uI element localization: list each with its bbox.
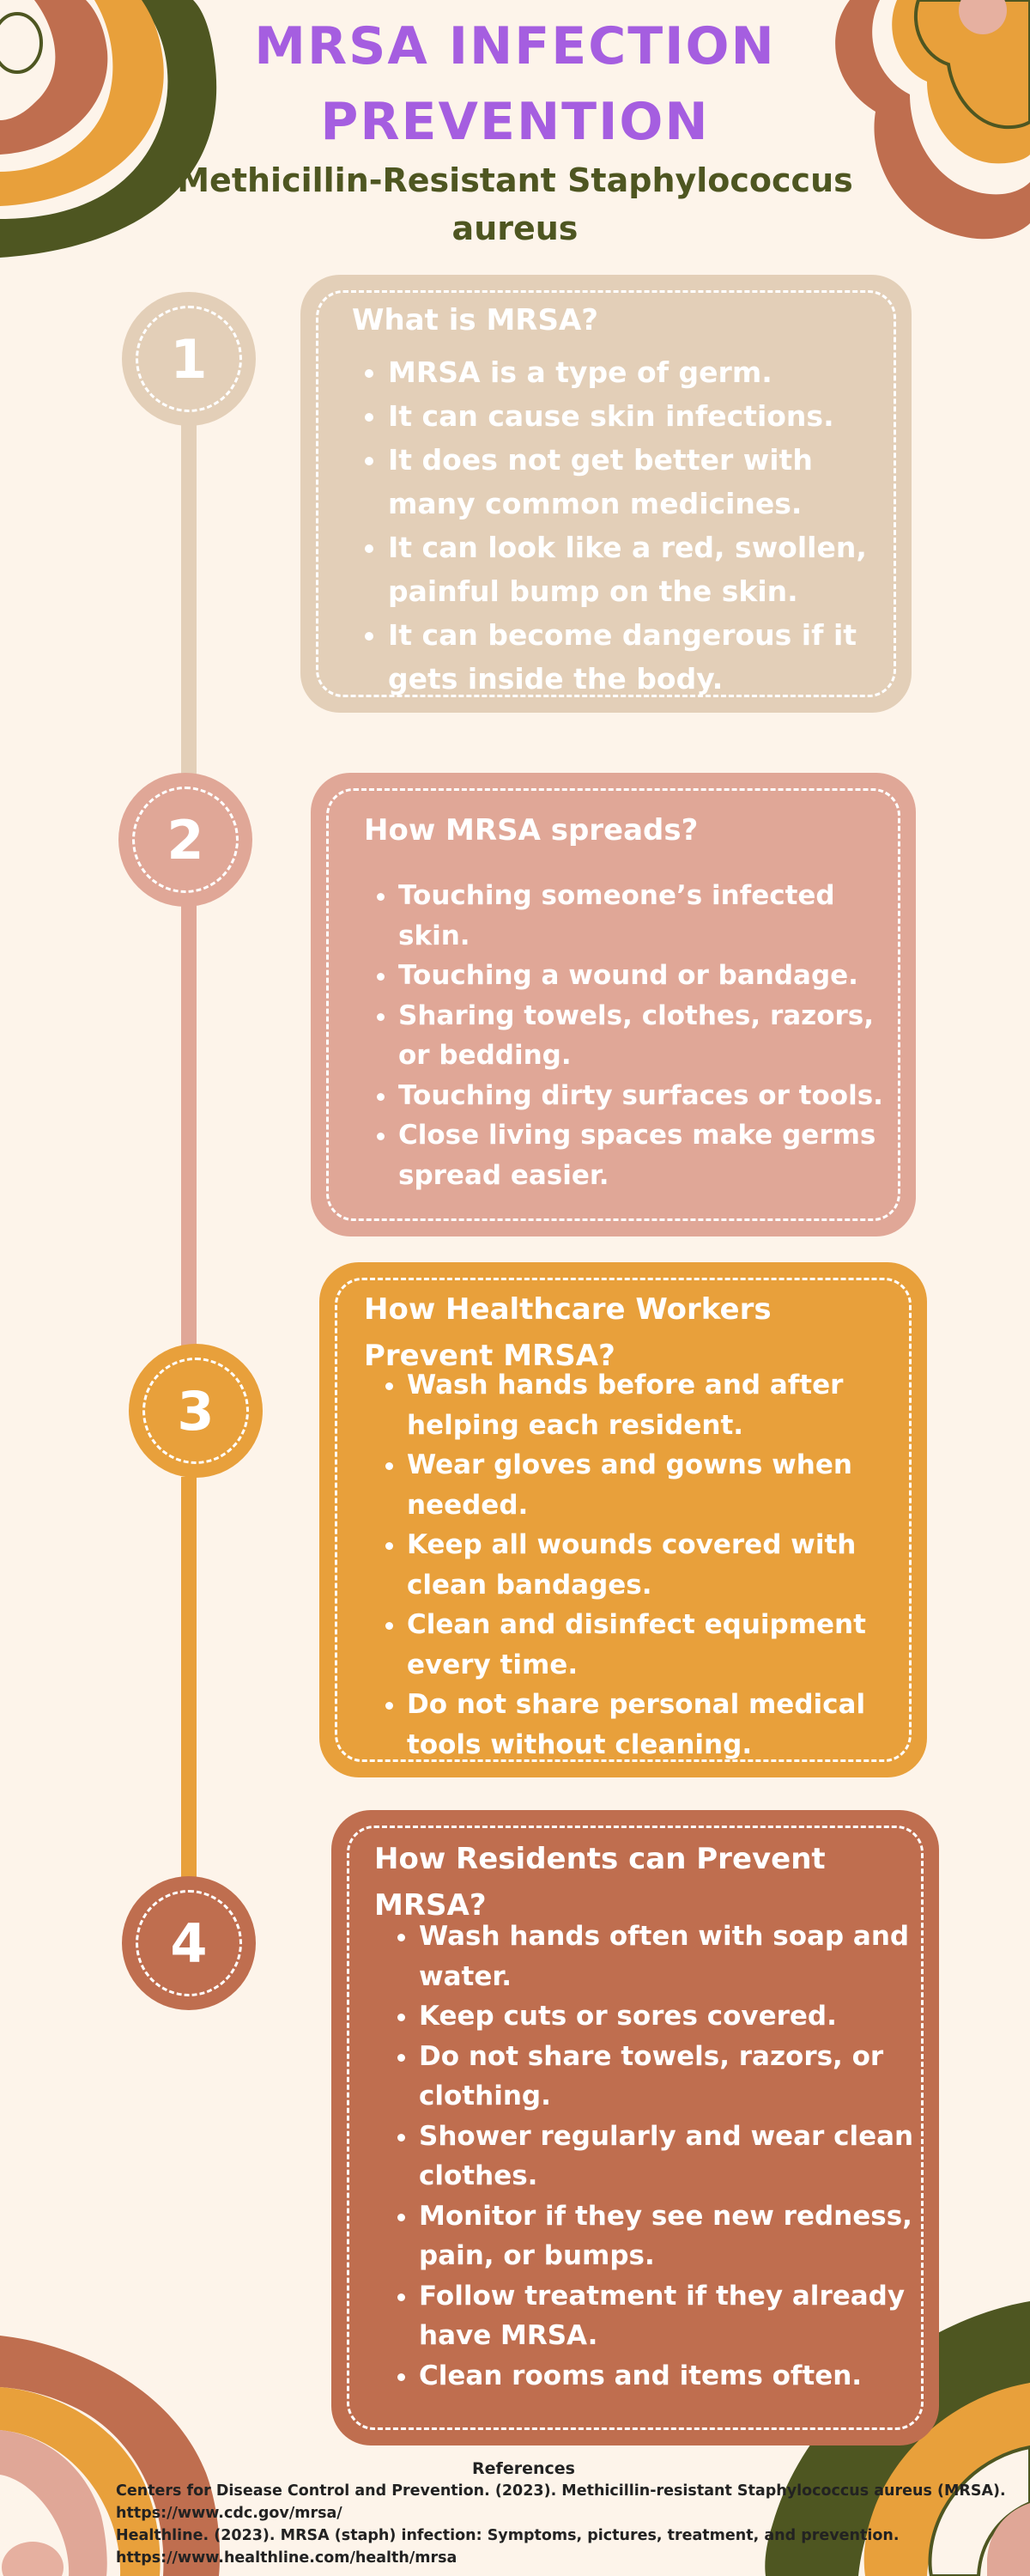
list-item: • MRSA is a type of germ. — [388, 350, 894, 394]
step-1-card — [300, 275, 912, 713]
step-1-bullets — [357, 350, 894, 701]
list-item: • Keep all wounds covered with clean bandages. — [407, 1525, 913, 1605]
step-1-number: 1 — [136, 306, 242, 412]
reference-citation: Centers for Disease Control and Prevention. (2023). Methicillin-resistant Staphylococcus aureus (MRSA). — [116, 2482, 1006, 2500]
reference-link[interactable]: https://www.cdc.gov/mrsa/ — [116, 2505, 342, 2522]
step-2-bullets — [367, 876, 905, 1195]
subtitle: Methicillin-Resistant Staphylococcus aureus — [177, 161, 853, 247]
step-3-number: 3 — [142, 1358, 249, 1464]
list-item: • Sharing towels, clothes, razors, or bedding. — [398, 996, 905, 1076]
step-3-heading: How Healthcare Workers Prevent MRSA? — [364, 1292, 772, 1373]
list-item: • Monitor if they see new redness, pain, or bumps. — [419, 2196, 934, 2276]
step-4-number: 4 — [136, 1890, 242, 1996]
list-item: • Do not share personal medical tools without cleaning. — [407, 1685, 913, 1765]
list-item: • It can look like a red, swollen, painful bump on the skin. — [388, 526, 894, 613]
step-2-card — [311, 773, 916, 1236]
title-line-2: PREVENTION — [320, 92, 710, 152]
list-item: • Touching dirty surfaces or tools. — [398, 1076, 905, 1116]
list-item: • It does not get better with many common medicines. — [388, 438, 894, 526]
list-item: • It can cause skin infections. — [388, 394, 894, 438]
list-item: • Touching someone’s infected skin. — [398, 876, 905, 956]
list-item: • Clean rooms and items often. — [419, 2356, 934, 2397]
title-line-1: MRSA INFECTION — [254, 16, 776, 76]
step-4-circle — [122, 1876, 256, 2010]
step-3-bullets — [376, 1365, 913, 1765]
step-2-number: 2 — [132, 787, 239, 893]
timeline-segment-3 — [181, 1477, 197, 1923]
timeline-segment-2 — [181, 902, 197, 1348]
step-2-heading: How MRSA spreads? — [364, 813, 699, 848]
step-3-circle — [129, 1344, 263, 1478]
reference-citation: Healthline. (2023). MRSA (staph) infection: Symptoms, pictures, treatment, and prevention. — [116, 2527, 900, 2544]
list-item: • Follow treatment if they already have MRSA. — [419, 2276, 934, 2356]
list-item: • Wash hands before and after helping each resident. — [407, 1365, 913, 1445]
step-4-card — [331, 1810, 939, 2445]
list-item: • Do not share towels, razors, or clothing. — [419, 2037, 934, 2117]
list-item: • Close living spaces make germs spread easier. — [398, 1115, 905, 1195]
step-1-heading: What is MRSA? — [352, 303, 599, 337]
list-item: • It can become dangerous if it gets inside the body. — [388, 613, 894, 701]
list-item: • Shower regularly and wear clean clothes. — [419, 2117, 934, 2196]
references — [116, 2458, 1026, 2569]
list-item: • Keep cuts or sores covered. — [419, 1996, 934, 2037]
reference-link[interactable]: https://www.healthline.com/health/mrsa — [116, 2549, 457, 2567]
list-item: • Clean and disinfect equipment every time. — [407, 1605, 913, 1685]
step-4-bullets — [388, 1917, 934, 2396]
step-4-heading: How Residents can Prevent MRSA? — [374, 1842, 826, 1923]
page-title — [0, 9, 1030, 160]
list-item: • Touching a wound or bandage. — [398, 956, 905, 996]
references-heading: References — [472, 2459, 575, 2478]
step-1-circle — [122, 292, 256, 426]
step-2-circle — [118, 773, 252, 907]
list-item: • Wear gloves and gowns when needed. — [407, 1445, 913, 1525]
step-3-card — [319, 1262, 927, 1777]
list-item: • Wash hands often with soap and water. — [419, 1917, 934, 1996]
timeline-segment-1 — [181, 412, 197, 790]
